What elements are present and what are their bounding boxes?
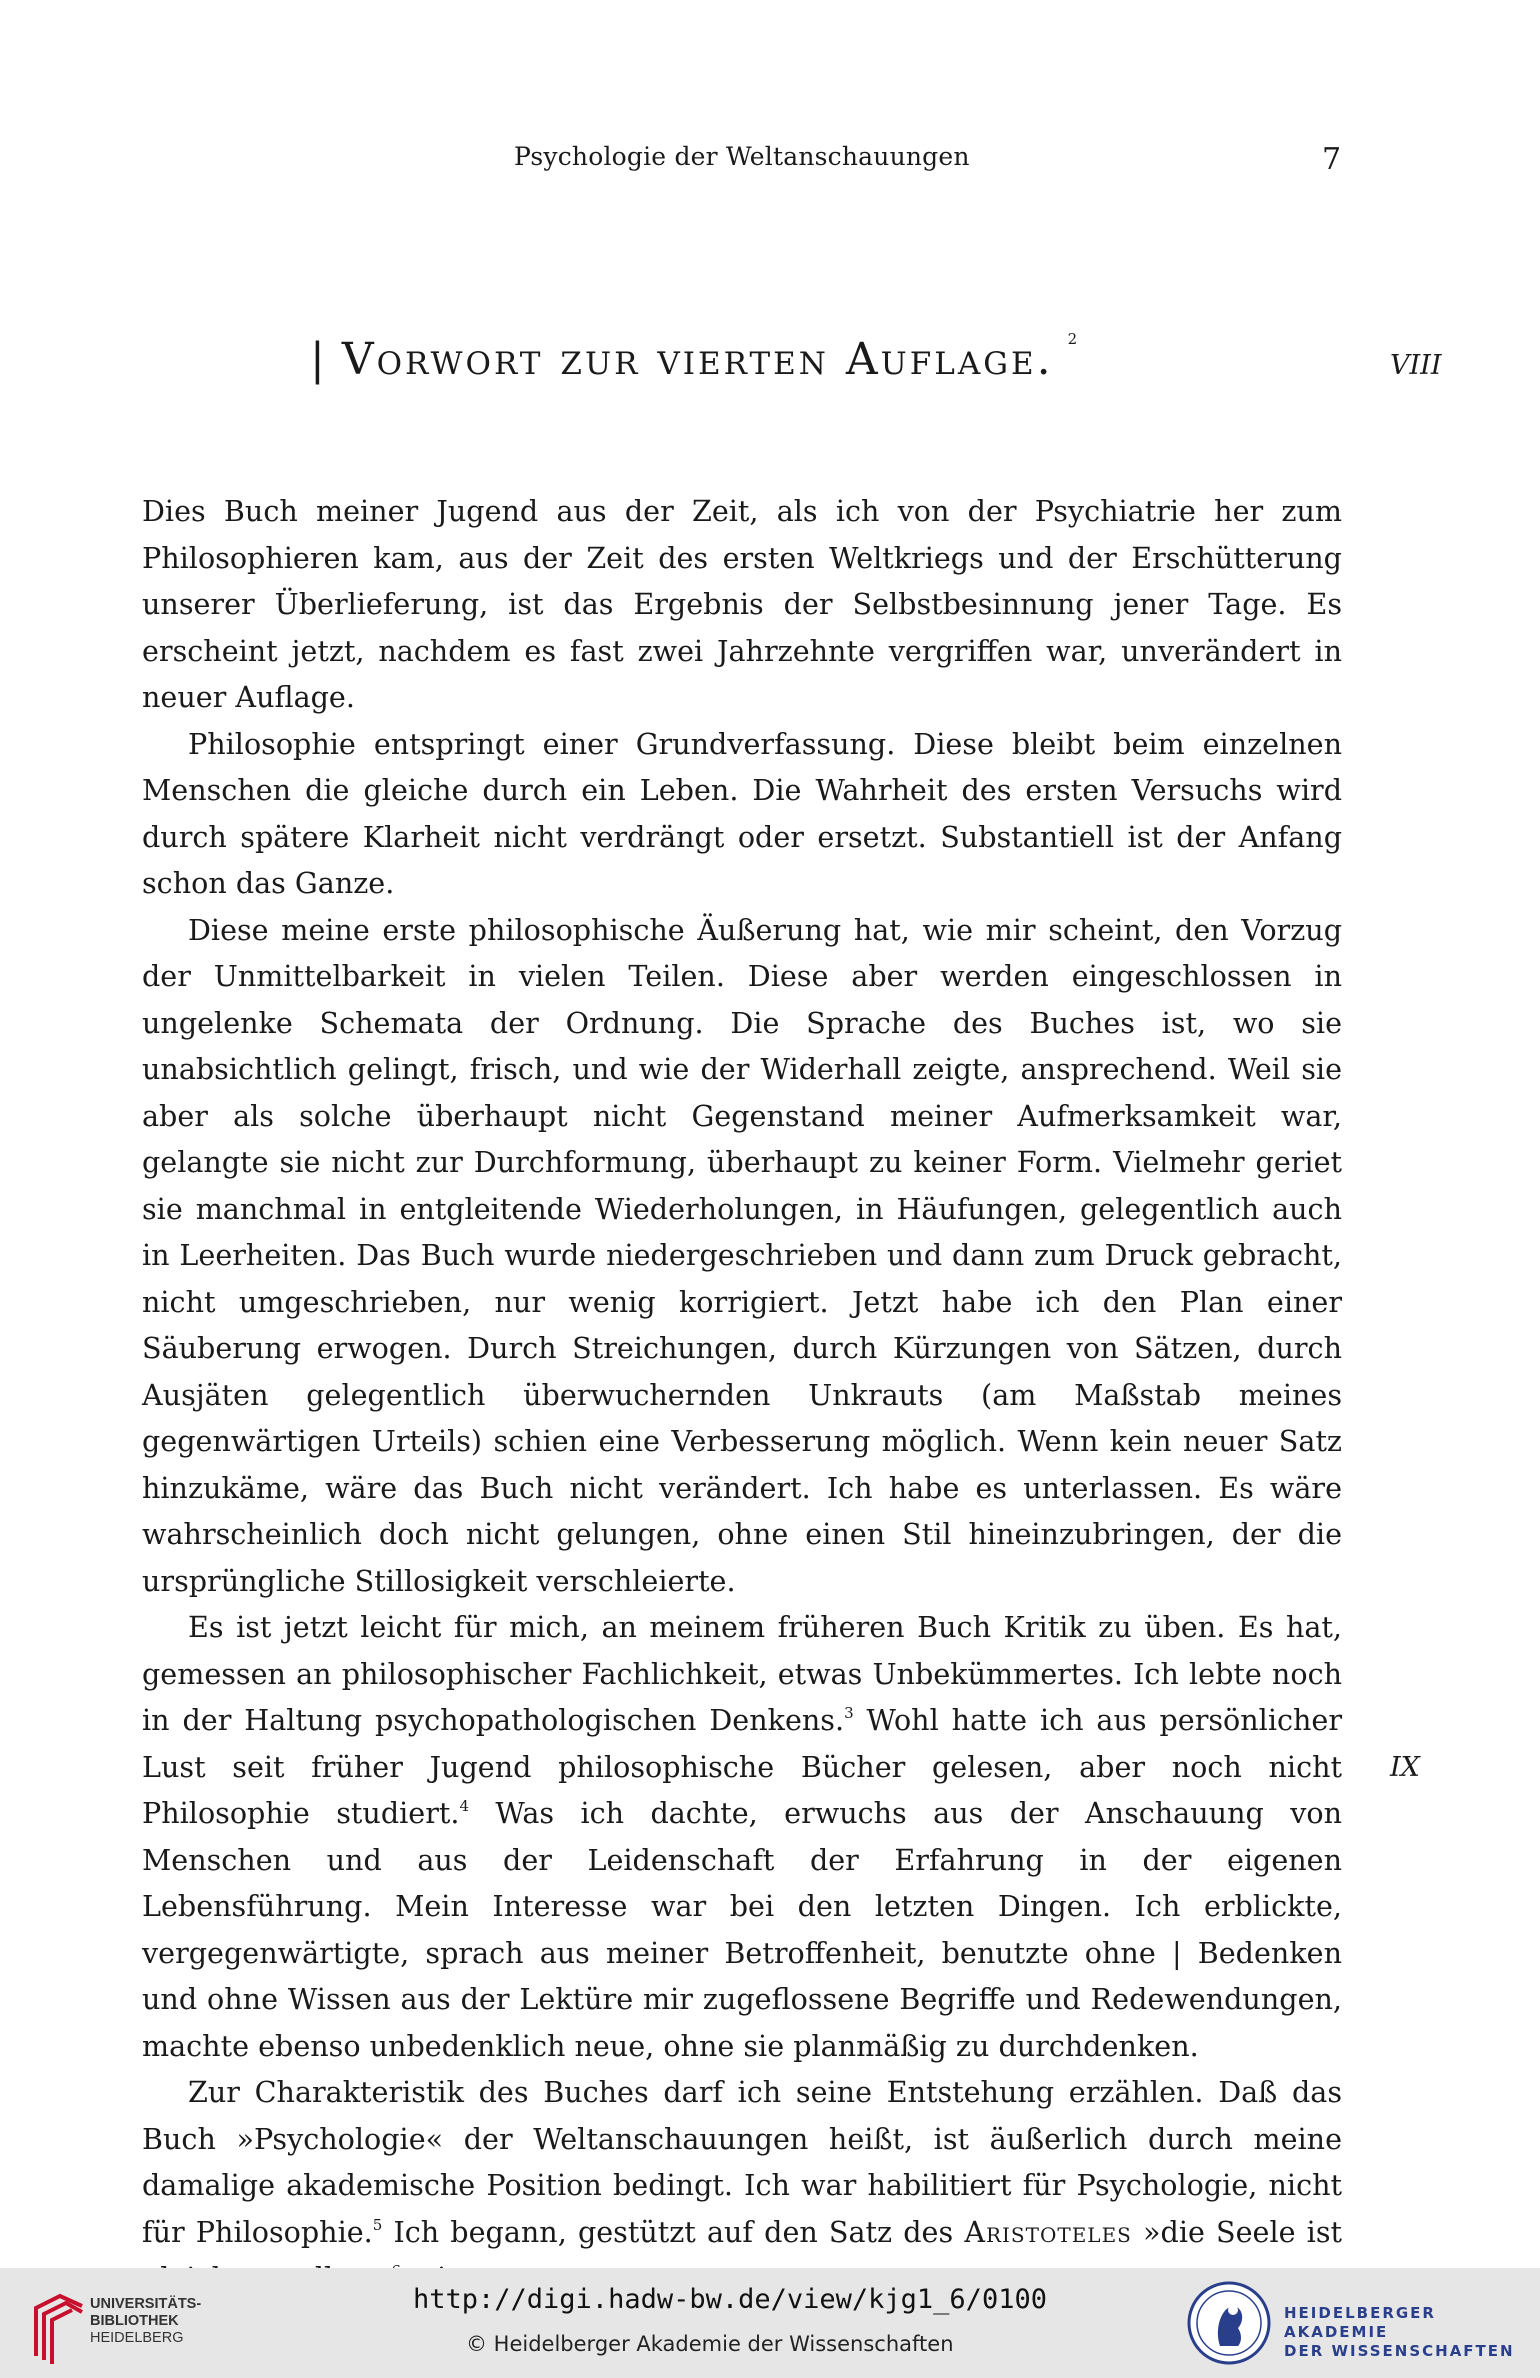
paragraph: Diese meine erste philosophische Äußerung hat, wie mir scheint, den Vorzug der Unmittelbarkeit in vielen Teilen. Diese aber werden eingeschlossen in ungelenke Schemata der Ordnung. Die Sprache des Buches ist, wo sie unabsichtlich gelingt, frisch, und wie der Widerhall zeigte, ansprechend. Weil sie aber als solche überhaupt nicht Gegenstand meiner Aufmerksamkeit war, gelangte sie nicht zur Durchformung, überhaupt zu keiner Form. Vielmehr geriet sie manchmal in entgleitende Wiederholungen, in Häufungen, gelegentlich auch in Leerheiten. Das Buch wurde niedergeschrieben und dann zum Druck gebracht, nicht umgeschrieben, nur wenig korrigiert. Jetzt habe ich den Plan einer Säuberung erwogen. Durch Streichungen, durch Kürzungen von Sätzen, durch Ausjäten gelegentlich überwuchernden Unkrauts (am Maßstab meines gegenwärtigen Urteils) schien eine Verbesserung möglich. Wenn kein neuer Satz hinzukäme, wäre das Buch nicht verändert. Ich habe es unterlassen. Es wäre wahrscheinlich doch nicht gelungen, ohne einen Stil hineinzubringen, der die ursprüngliche Stillosigkeit verschleierte. — [142, 912, 1342, 1598]
footnote-ref[interactable]: 3 — [844, 1704, 854, 1722]
text-run: Wohl hatte ich aus persönlicher Lust seit früher Jugend philosophische Bücher gelesen, aber noch nicht Philosophie studiert. — [142, 1703, 1342, 1830]
footer-copyright: © Heidelberger Akademie der Wissenschaften — [466, 2332, 954, 2356]
hadw-line: HEIDELBERGER AKADEMIE — [1284, 2304, 1436, 2341]
footnote-ref[interactable]: 5 — [372, 2215, 383, 2234]
url-text[interactable]: http://digi.hadw-bw.de/view/kjg1_6/0100 — [413, 2284, 1047, 2315]
margin-page-number: VIII — [1390, 350, 1442, 381]
body-text — [142, 488, 1342, 2302]
page-break-marker: | — [310, 334, 328, 385]
hadw-seal-icon[interactable] — [1186, 2280, 1272, 2366]
text-run: Was ich dachte, erwuchs aus der Anschauung von Menschen und aus der Leidenschaft der Erfahrung in der eigenen Lebensführung. Mein Interesse war bei den letzten Dingen. Ich erblickte, vergegenwärtigte, sprach aus meiner Betroffenheit, benutzte ohne | Bedenken und ohne Wissen aus der Lektüre mir zugeflossene Begriffe und Redewendungen, machte ebenso unbedenklich neue, ohne sie planmäßig zu durchdenken. — [142, 1796, 1342, 2063]
ub-line: BIBLIOTHEK — [90, 2313, 179, 2329]
page-number: 7 — [1322, 142, 1342, 177]
chapter-heading — [310, 330, 1077, 385]
hadw-wordmark[interactable] — [1284, 2304, 1540, 2361]
author-name: Aristoteles — [964, 2214, 1132, 2249]
running-head — [0, 142, 1540, 182]
text-run: Ich begann, gestützt auf den Satz des — [382, 2214, 965, 2249]
paragraph: Dies Buch meiner Jugend aus der Zeit, als ich von der Psychiatrie her zum Philosophieren kam, aus der Zeit des ersten Weltkriegs und der Erschütterung unserer Überlieferung, ist das Ergebnis der Selbstbesinnung jener Tage. Es erscheint jetzt, nachdem es fast zwei Jahrzehnte vergriffen war, unverändert in neuer Auflage. — [142, 494, 1342, 714]
text-run: »die Seele ist — [1143, 2214, 1342, 2249]
ub-logo-icon[interactable] — [30, 2286, 90, 2366]
footnote-ref[interactable]: 4 — [459, 1797, 469, 1815]
text-run: Es ist jetzt leicht für mich, an meinem früheren Buch Kritik zu üben. Es hat, gemessen an philosophischer Fachlichkeit, etwas Unbekümmertes. Ich lebte noch in der Haltung psychopathologischen Denkens. — [142, 1610, 1342, 1737]
ub-line: UNIVERSITÄTS- — [90, 2296, 202, 2312]
paragraph — [142, 1604, 1342, 2069]
hadw-line: DER WISSENSCHAFTEN — [1284, 2342, 1515, 2360]
chapter-title: Vorwort zur vierten Auflage. — [341, 334, 1054, 385]
paragraph: Philosophie entspringt einer Grundverfassung. Diese bleibt beim einzelnen Menschen die gleiche durch ein Leben. Die Wahrheit des ersten Versuchs wird durch spätere Klarheit nicht verdrängt oder ersetzt. Substantiell ist der Anfang schon das Ganze. — [142, 726, 1342, 900]
running-title: Psychologie der Weltanschauungen — [514, 142, 970, 171]
ub-line: HEIDELBERG — [90, 2330, 184, 2346]
footer-bar — [0, 2268, 1540, 2378]
ub-wordmark[interactable] — [90, 2296, 201, 2347]
margin-page-number: IX — [1390, 1752, 1420, 1783]
footnote-ref[interactable]: 2 — [1067, 330, 1078, 348]
paragraph — [142, 2069, 1342, 2302]
text-run: Zur Charakteristik des Buches darf ich seine Entstehung erzählen. Daß das Buch »Psychologie« der Weltanschauungen heißt, ist äußerlich durch meine damalige akademische Position bedingt. Ich war habilitiert für Psychologie, nicht für Philosophie. — [142, 2075, 1342, 2249]
